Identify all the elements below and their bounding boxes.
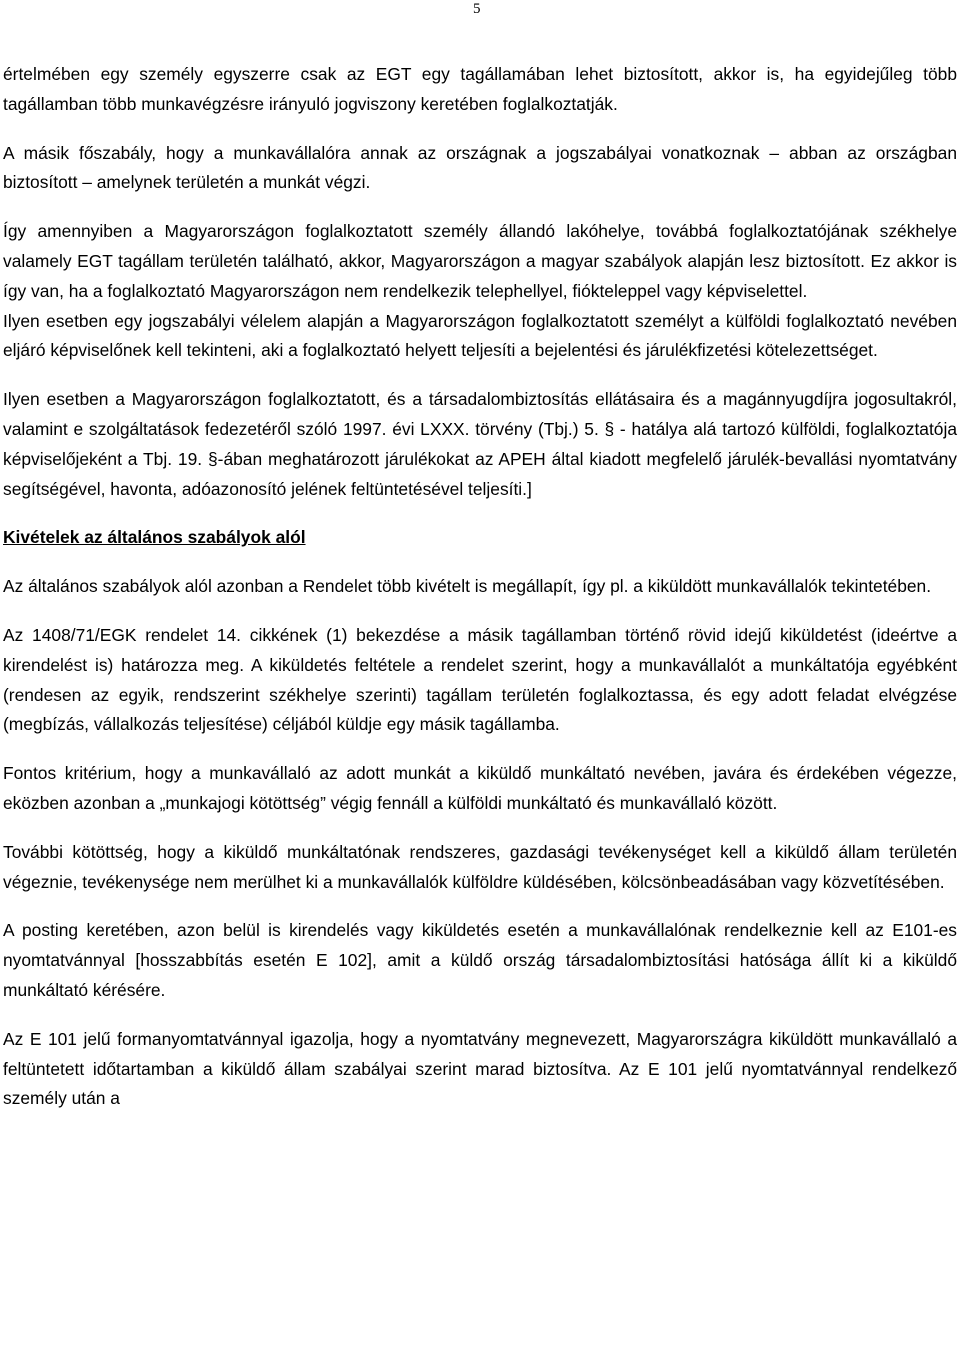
paragraph-5: Ilyen esetben a Magyarországon foglalkoztatott, és a társadalombiztosítás ellátásaira és a magánnyugdíjra jogosultakról, valamint e szolgáltatások fedezetéről szóló 1997. évi LXXX. törvény (Tbj.) 5. § - hatálya alá tartozó külföldi, foglalkoztatója képviselőjeként a Tbj. 19. §-ában meghatározott járulékokat az APEH által kiadott megfelelő járulék-bevallási nyomtatvány segítségével, havonta, adóazonosító jelének feltüntetésével teljesíti.] <box>3 389 957 499</box>
paragraph-4: Ilyen esetben egy jogszabályi vélelem alapján a Magyarországon foglalkoztatott személyt a külföldi foglalkoztató nevében eljáró képviselőnek kell tekinteni, aki a foglalkoztató helyett teljesíti a bejelentési és járulékfizetési kötelezettséget. <box>3 310 957 361</box>
section-paragraph-6: Az E 101 jelű formanyomtatvánnyal igazolja, hogy a nyomtatvány megnevezett, Magyarországra kiküldött munkavállaló a feltüntetett időtartamban a kiküldő állam szabályai szerint marad biztosítva. Az E 101 jelű nyomtatvánnyal rendelkező személy után a <box>3 1028 957 1109</box>
section-paragraph-3: Fontos kritérium, hogy a munkavállaló az adott munkát a kiküldő munkáltató nevében, javára és érdekében végezze, eközben azonban a „munkajogi kötöttség” végig fennáll a külföldi munkáltató és munkavállaló között. <box>3 763 957 813</box>
section-paragraph-2: Az 1408/71/EGK rendelet 14. cikkének (1) bekezdése a másik tagállamban történő rövid idejű kiküldetést (ideértve a kirendelést is) határozza meg. A kiküldetés feltétele a rendelet szerint, hogy a munkavállalót a munkáltatója egyébként (rendesen az egyik, rendszerint székhelye szerinti) tagállam területén foglalkoztassa, és egy adott feladat elvégzése (megbízás, vállalkozás teljesítése) céljából küldje egy másik tagállamba. <box>3 624 957 735</box>
document-body <box>3 60 957 1114</box>
section-heading: Kivételek az általános szabályok alól <box>3 527 306 548</box>
section-paragraph-5: A posting keretében, azon belül is kirendelés vagy kiküldetés esetén a munkavállalónak rendelkeznie kell az E101-es nyomtatvánnyal [hosszabbítás esetén E 102], amit a küldő ország társadalombiztosítási hatósága állít ki a kiküldő munkáltató kérésére. <box>3 920 957 1000</box>
paragraph-1: értelmében egy személy egyszerre csak az EGT egy tagállamában lehet biztosított, akkor is, ha egyidejűleg több tagállamban több munkavégzésre irányuló jogviszony keretében foglalkoztatják. <box>3 64 957 114</box>
paragraph-2: A másik főszabály, hogy a munkavállalóra annak az országnak a jogszabályai vonatkoznak – abban az országban biztosított – amelynek területén a munkát végzi. <box>3 142 957 193</box>
section-paragraph-4: További kötöttség, hogy a kiküldő munkáltatónak rendszeres, gazdasági tevékenységet kell a kiküldő állam területén végeznie, tevékenysége nem merülhet ki a munkavállalók külföldre küldésében, kölcsönbeadásában vagy közvetítésében. <box>3 841 957 892</box>
paragraph-3: Így amennyiben a Magyarországon foglalkoztatott személy állandó lakóhelye, továbbá foglalkoztatójának székhelye valamely EGT tagállam területén található, akkor, Magyarországon a magyar szabályok alapján lesz biztosított. Ez akkor is így van, ha a foglalkoztató Magyarországon nem rendelkezik telephellyel, fiókteleppel vagy képviselettel. <box>3 221 957 301</box>
section-paragraph-1: Az általános szabályok alól azonban a Rendelet több kivételt is megállapít, így pl. a kiküldött munkavállalók tekintetében. <box>3 576 932 597</box>
page-number: 5 <box>473 1 481 17</box>
